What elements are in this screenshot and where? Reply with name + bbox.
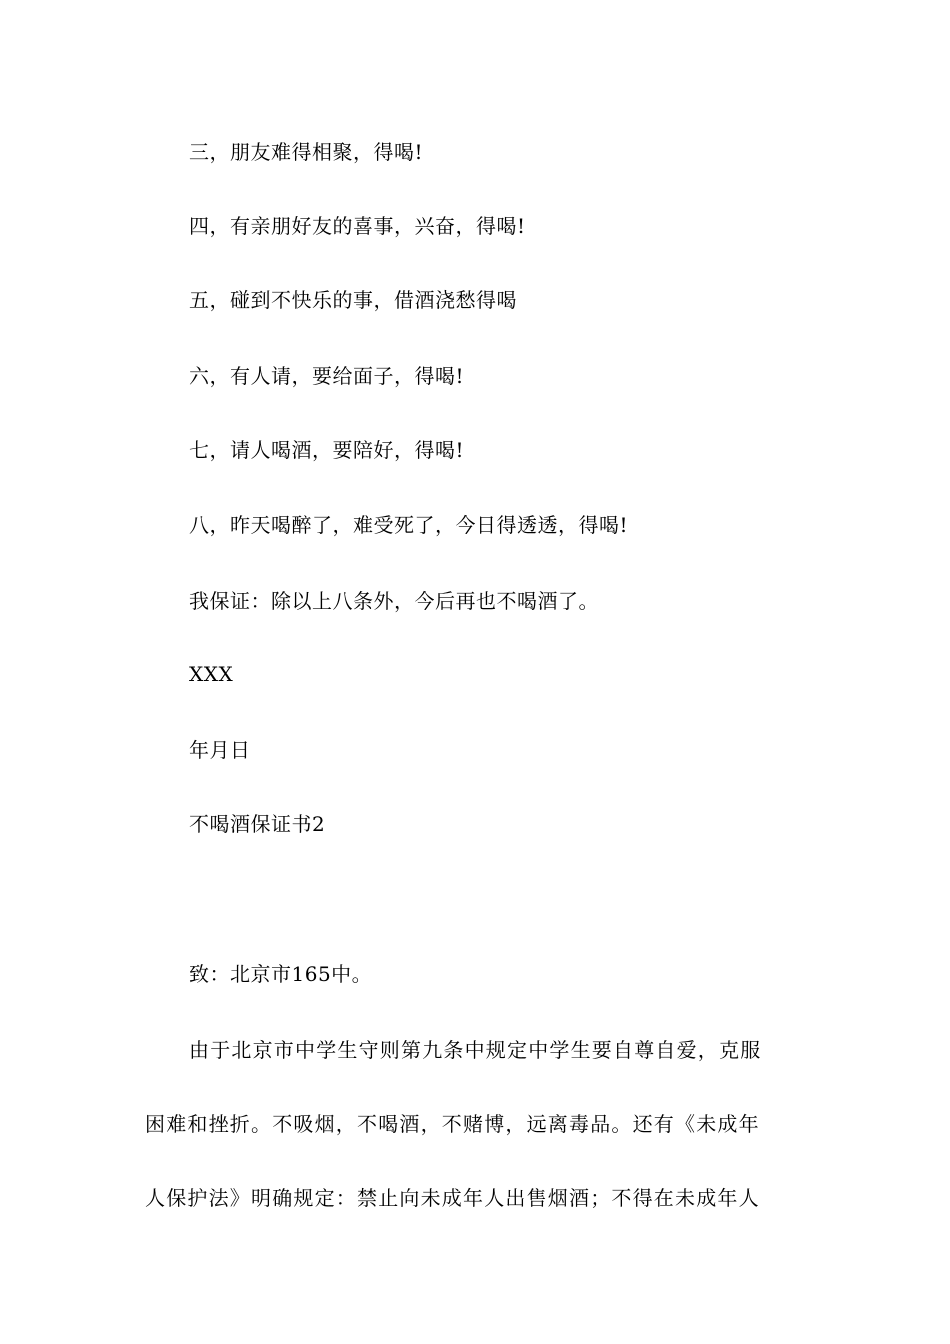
list-item-3: 三，朋友难得相聚，得喝! [189, 140, 424, 164]
list-item-8: 八，昨天喝醉了，难受死了，今日得透透，得喝! [189, 513, 629, 537]
list-item-6: 六，有人请，要给面子，得喝! [189, 364, 465, 388]
list-item-7: 七，请人喝酒，要陪好，得喝! [189, 438, 465, 462]
signature: XXX [189, 662, 234, 686]
pledge-statement: 我保证：除以上八条外，今后再也不喝酒了。 [189, 589, 599, 613]
body-paragraph-line-3: 人保护法》明确规定：禁止向未成年人出售烟酒；不得在未成年人 [145, 1186, 760, 1210]
list-item-4: 四，有亲朋好友的喜事，兴奋，得喝! [189, 214, 526, 238]
body-paragraph-line-2: 困难和挫折。不吸烟，不喝酒，不赌博，远离毒品。还有《未成年 [145, 1112, 760, 1136]
section-title: 不喝酒保证书2 [189, 812, 326, 836]
date-line: 年月日 [189, 738, 251, 762]
addressee: 致：北京市165中。 [189, 962, 373, 986]
body-paragraph-line-1: 由于北京市中学生守则第九条中规定中学生要自尊自爱，克服 [189, 1038, 762, 1062]
list-item-5: 五，碰到不快乐的事，借酒浇愁得喝 [189, 288, 517, 312]
